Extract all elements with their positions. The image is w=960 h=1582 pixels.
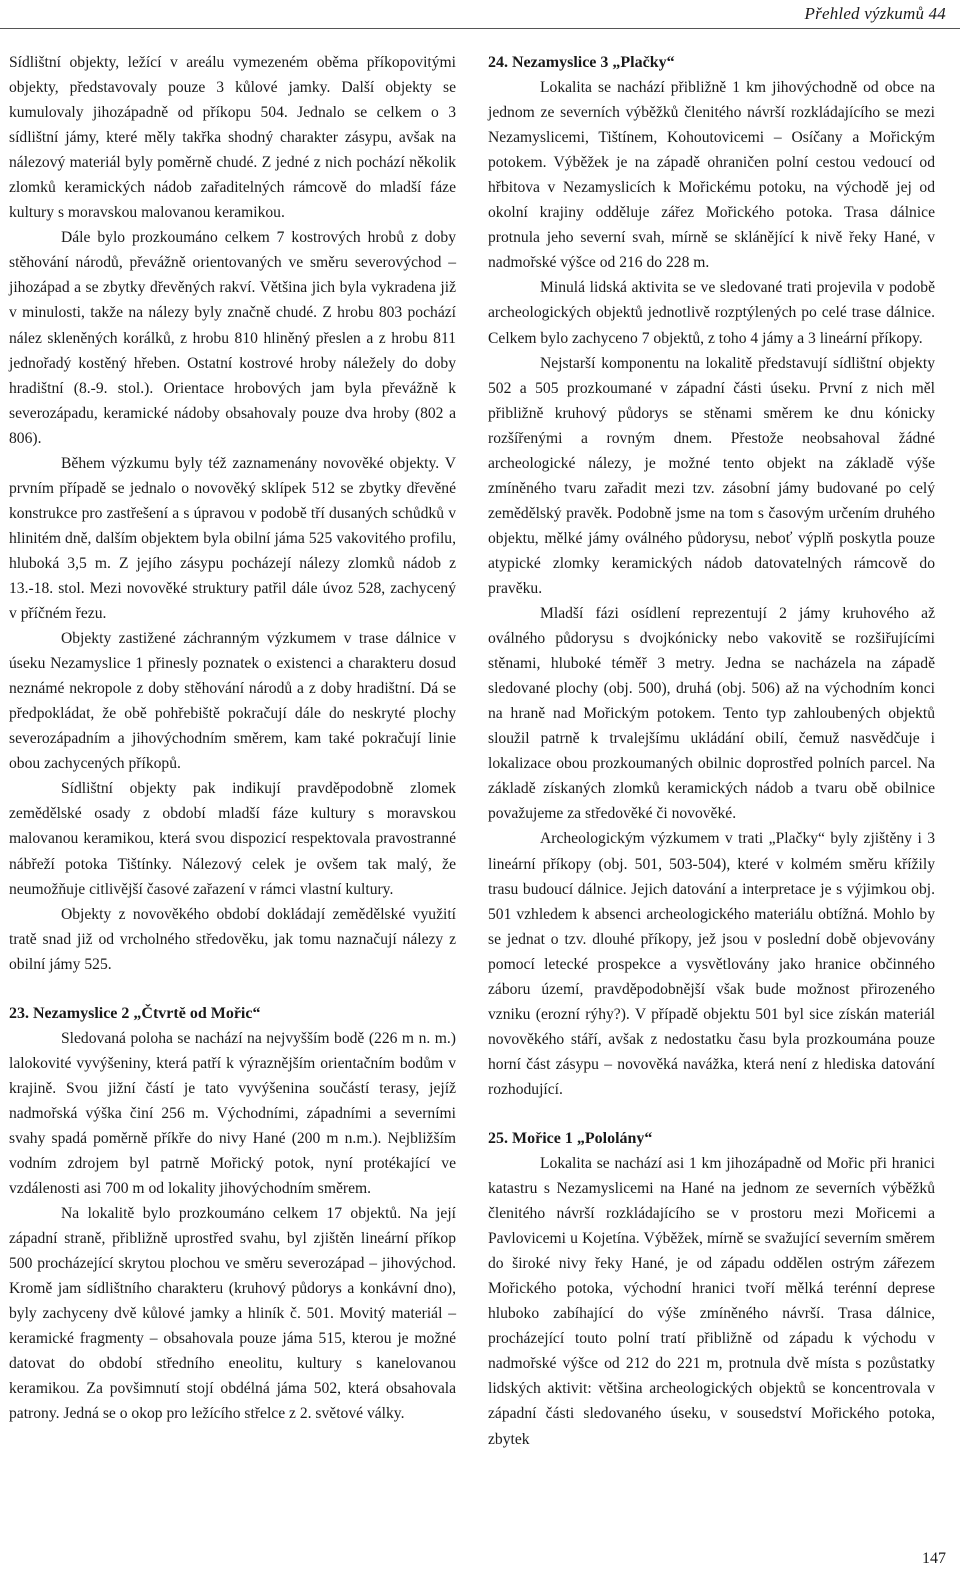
left-column	[9, 50, 456, 1427]
section-heading-25: 25. Mořice 1 „Pololány“	[488, 1129, 653, 1147]
section-spacer	[488, 1102, 935, 1126]
running-head	[0, 0, 960, 29]
paragraph: Nejstarší komponentu na lokalitě představují sídlištní objekty 502 a 505 prozkoumané v západní části úseku. První z nich měl přibližně kruhový půdorys se stěnami směrem ke dnu kónicky rozšířenými a rovným dnem. Přestože neobsahoval žádné archeologické nálezy, je možné tento objekt na základě výše zmíněného tvaru zařadit mezi tzv. zásobní jámy budované po celý zemědělský pravěk. Podobně jsme na tom s časovým určením druhého objektu, mělké jámy oválného půdorysu, neboť výplň poskytla pouze atypické zlomky keramických nádob datovatelných rámcově do pravěku.	[488, 354, 935, 597]
paragraph: Objekty zastižené záchranným výzkumem v trase dálnice v úseku Nezamyslice 1 přinesly poznatek o existenci a charakteru dosud neznámé nekropole z doby stěhování národů a z doby hradištní. Dá se předpokládat, že obě pohřebiště pokračují dále do neskryté plochy severozápadním a jihovýchodním směrem, kam také pokračují linie obou zachycených příkopů.	[9, 630, 456, 773]
running-title: Přehled výzkumů 44	[804, 4, 946, 23]
paragraph: Objekty z novověkého období dokládají zemědělské využití tratě snad již od vrcholného středověku, jak tomu naznačují nálezy z obilní jámy 525.	[9, 905, 456, 973]
paragraph: Minulá lidská aktivita se ve sledované trati projevila v podobě archeologických objektů jednotlivě rozptýlených po celé trase dálnice. Celkem bylo zachyceno 7 objektů, z toho 4 jámy a 3 lineární příkopy.	[488, 279, 935, 347]
paragraph: Lokalita se nachází asi 1 km jihozápadně od Mořic při hranici katastru s Nezamyslicemi na Hané na jednom ze severních výběžků členitého návrší rozkládajícího se v prostoru mezi Mořicemi a Pavlovicemi u Kojetína. Výběžek, mírně se svažující severním směrem do široké nivy řeky Hané, je od západu oddělen ostrým zářezem Mořického potoka, východní hranici tvoří mělká terénní deprese hluboko zabíhající do výše zmíněného návrší. Trasa dálnice, procházející touto polní tratí přibližně od západu k východu v nadmořské výšce od 212 do 221 m, protnula dvě místa s pozůstatky lidských aktivit: většina archeologických objektů se koncentrovala v západní části sledovaného úseku, v sousedství Mořického potoka, zbytek	[488, 1155, 935, 1448]
paragraph: Sídlištní objekty, ležící v areálu vymezeném oběma příkopovitými objekty, představovaly pouze 3 kůlové jamky. Další objekty se kumulovaly jihozápadně od příkopu 504. Jednalo se celkem o 3 sídlištní jámy, které měly takřka shodný charakter zásypu, avšak na nálezový materiál byly poměrně chudé. Z jedné z nich pochází několik zlomků keramických nádob zařaditelných rámcově do mladší fáze kultury s moravskou malovanou keramikou.	[9, 54, 456, 222]
section-spacer	[9, 977, 456, 1001]
page-number: 147	[922, 1550, 946, 1567]
paragraph: Mladší fázi osídlení reprezentují 2 jámy kruhového až oválného půdorysu s dvojkónicky nebo vakovitě se rozšiřujícími stěnami, hluboké téměř 3 metry. Jedna se nacházela na západě sledované plochy (obj. 500), druhá (obj. 506) až na východním konci na hraně nad Mořickým potokem. Tento typ zahloubených objektů sloužil patrně k trvalejšímu ukládání obilí, čemuž nasvědčuje i lokalizace obou prozkoumaných obilnic doprostřed polních parcel. Na základě získaných zlomků keramických nádob a tvaru obě obilnice považujeme za středověké či novověké.	[488, 605, 935, 823]
right-column	[488, 50, 935, 1452]
paragraph: Dále bylo prozkoumáno celkem 7 kostrových hrobů z doby stěhování národů, převážně orientovaných ve směru severovýchod – jihozápad a se zbytky dřevěných rakví. Většina jich byla vykradena již v minulosti, takže na nálezy byly značně chudé. Z hrobu 803 pochází nález skleněných korálků, z hrobu 810 hliněný přeslen a z hrobu 811 jednořadý kostěný hřeben. Ostatní kostrové hroby náležely do doby hradištní (8.-9. stol.). Orientace hrobových jam byla převážně k severozápadu, keramické nádoby obsahovaly pouze dva hroby (802 a 806).	[9, 229, 456, 447]
paragraph: Archeologickým výzkumem v trati „Plačky“ byly zjištěny i 3 lineární příkopy (obj. 501, 503-504), které v kolmém směru křížily trasu budoucí dálnice. Jejich datování a interpretace je s výjimkou obj. 501 vzhledem k absenci archeologického materiálu obtížná. Mohlo by se jednat o tzv. dlouhé příkopy, jež jsou v poslední době objevovány pomocí letecké prospekce a vysvětlovány jako hranice občinného záboru území, pravděpodobnější však bude možnost přirozeného vzniku (erozní rýhy?). V případě objektu 501 byl sice získán materiál novověkého stáří, avšak z nedostatku času byla prozkoumána pouze horní část zásypu – novověká navážka, která není z hlediska datování rozhodující.	[488, 830, 935, 1098]
paragraph: Na lokalitě bylo prozkoumáno celkem 17 objektů. Na její západní straně, přibližně uprostřed svahu, byl zjištěn lineární příkop 500 procházející skrytou plochou ve směru severozápad – jihovýchod. Kromě jam sídlištního charakteru (kruhový půdorys a konkávní dno), byly zachyceny dvě kůlové jamky a hliník č. 501. Movitý materiál – keramické fragmenty – obsahovala pouze jáma 515, kterou je možné datovat do období středního eneolitu, kultury s kanelovanou keramikou. Za povšimnutí stojí obdélná jáma 502, která obsahovala patrony. Jedná se o okop pro ležícího střelce z 2. světové války.	[9, 1205, 456, 1423]
section-heading-24: 24. Nezamyslice 3 „Plačky“	[488, 54, 675, 71]
paragraph: Lokalita se nachází přibližně 1 km jihovýchodně od obce na jednom ze severních výběžků členitého návrší rozkládajícího se mezi Nezamyslicemi, Tištínem, Kohoutovicemi – Osíčany a Mořickým potokem. Výběžek je na západě ohraničen polní cestou vedoucí od hřbitova v Nezamyslicích k Mořickému potoku, na východě jej od okolní krajiny odděluje zářez Mořického potoka. Trasa dálnice protnula jeho severní svah, mírně se sklánějící k nivě řeky Hané, v nadmořské výšce od 216 do 228 m.	[488, 79, 935, 272]
paragraph: Sídlištní objekty pak indikují pravděpodobně zlomek zemědělské osady z období mladší fáze kultury s moravskou malovanou keramikou, která svou dispozicí respektovala pravostranné nábřeží potoka Tištínky. Nálezový celek je ovšem tak malý, že neumožňuje citlivější časové zařazení v rámci vlastní kultury.	[9, 780, 456, 898]
paragraph: Sledovaná poloha se nachází na nejvyšším bodě (226 m n. m.) lalokovité vyvýšeniny, která patří k výraznějším orientačním bodům v krajině. Svou jižní částí je tato vyvýšenina součástí terasy, jejíž nadmořská výška činí 256 m. Východními, západními a severními svahy spadá poměrně příkře do nivy Hané (200 m n.m.). Nejbližším vodním zdrojem byl patrně Mořický potok, nyní protékající ve vzdálenosti asi 700 m od lokality jihovýchodním směrem.	[9, 1029, 456, 1198]
paragraph: Během výzkumu byly též zaznamenány novověké objekty. V prvním případě se jednalo o novověký sklípek 512 se zbytky dřevěné konstrukce pro zastřešení a s úpravou v podobě tří dusaných schůdků v hlinitém dně, dalším objektem byla obilní jáma 525 vakovitého profilu, hluboká 3,5 m. Z jejího zásypu pocházejí nálezy zlomků nádob z 13.-18. stol. Mezi novověké struktury patřil dále úvoz 528, zachycený v příčném řezu.	[9, 454, 456, 623]
section-heading-23: 23. Nezamyslice 2 „Čtvrtě od Mořic“	[9, 1004, 261, 1022]
